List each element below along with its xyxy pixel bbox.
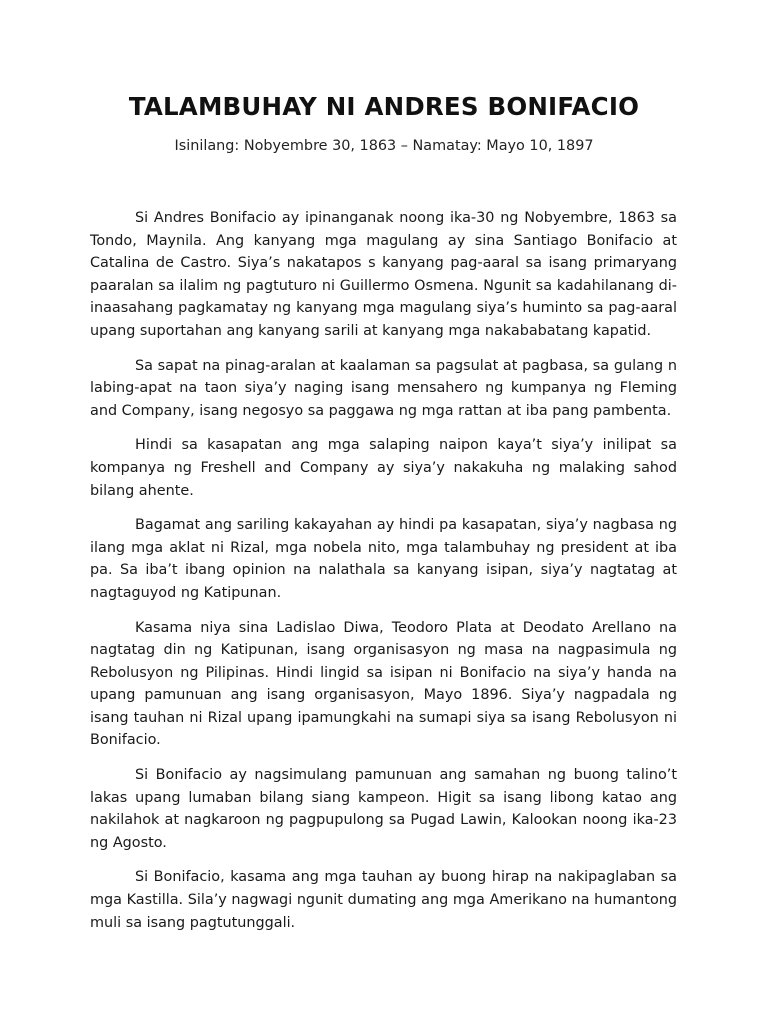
paragraph: Si Bonifacio, kasama ang mga tauhan ay buong hirap na nakipaglaban sa mga Kastilla. Sila’y nagwagi ngunit dumating ang mga Amerikano na humantong muli sa isang pagtutunggali. (90, 869, 677, 931)
paragraph: Si Bonifacio ay nagsimulang pamunuan ang samahan ng buong talino’t lakas upang lumaban bilang siang kampeon. Higit sa isang libong katao ang nakilahok at nagkaroon ng pagpupulong sa Pugad Lawin, Kalookan noong ika-23 ng Agosto. (90, 767, 677, 851)
document-body (90, 207, 677, 946)
paragraph: Si Andres Bonifacio ay ipinanganak noong ika-30 ng Nobyembre, 1863 sa Tondo, Maynila. Ang kanyang mga magulang ay sina Santiago Bonifacio at Catalina de Castro. Siya’s nakatapos s kanyang pag-aaral sa isang primaryang paaralan sa ilalim ng pagtuturo ni Guillermo Osmena. Ngunit sa kadahilanang di-inaasahang pagkamatay ng kanyang mga magulang siya’s huminto sa pag-aaral upang suportahan ang kanyang sarili at kanyang mga nakababatang kapatid. (90, 210, 677, 339)
birth-death-dates: Isinilang: Nobyembre 30, 1863 – Namatay: Mayo 10, 1897 (174, 138, 594, 154)
paragraph: Bagamat ang sariling kakayahan ay hindi pa kasapatan, siya’y nagbasa ng ilang mga aklat ni Rizal, mga nobela nito, mga talambuhay ng president at iba pa. Sa iba’t ibang opinion na nalathala sa kanyang isipan, siya’y nagtatag at nagtaguyod ng Katipunan. (90, 517, 677, 601)
paragraph: Sa sapat na pinag-aralan at kaalaman sa pagsulat at pagbasa, sa gulang n labing-apat na taon siya’y naging isang mensahero ng kumpanya ng Fleming and Company, isang negosyo sa paggawa ng mga rattan at iba pang pambenta. (90, 357, 677, 419)
paragraph: Kasama niya sina Ladislao Diwa, Teodoro Plata at Deodato Arellano na nagtatag din ng Katipunan, isang organisasyon ng masa na nagpasimula ng Rebolusyon ng Pilipinas. Hindi lingid sa isipan ni Bonifacio na siya’y handa na upang pamunuan ang isang organisasyon, Mayo 1896. Siya’y nagpadala ng isang tauhan ni Rizal upang ipamungkahi na sumapi siya sa isang Rebolusyon ni Bonifacio. (90, 619, 677, 749)
document-title: TALAMBUHAY NI ANDRES BONIFACIO (128, 92, 640, 121)
paragraph: Hindi sa kasapatan ang mga salaping naipon kaya’t siya’y inilipat sa kompanya ng Freshell and Company ay siya’y nakakuha ng malaking sahod bilang ahente. (90, 437, 677, 499)
